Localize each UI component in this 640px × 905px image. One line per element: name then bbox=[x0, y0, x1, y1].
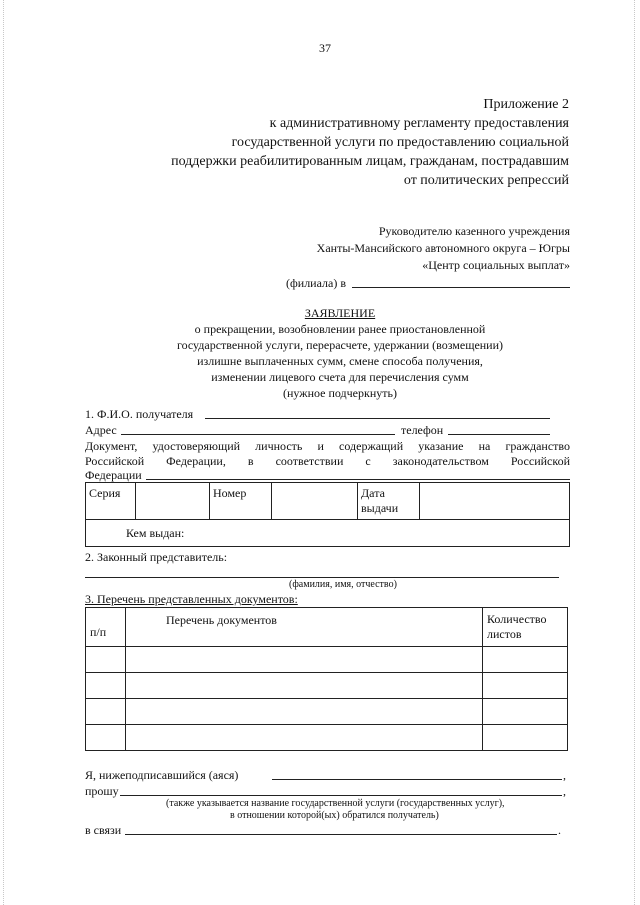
statement-line: о прекращении, возобновлении ранее приостановленной bbox=[194, 322, 486, 336]
col-number-header: п/п bbox=[86, 608, 126, 647]
series-field[interactable] bbox=[136, 483, 210, 520]
appendix-title: Приложение 2 bbox=[483, 97, 569, 112]
row-sheets-cell[interactable] bbox=[483, 647, 568, 673]
issue-date-label-line: выдачи bbox=[361, 501, 399, 515]
id-document-table bbox=[85, 482, 570, 547]
due-to-dot: . bbox=[558, 823, 561, 837]
document-text-line: Российской Федерации, в соответствии с законодательством Российской bbox=[85, 454, 570, 468]
fio-field[interactable] bbox=[205, 418, 550, 419]
addressee-line: Ханты-Мансийского автономного округа – Югры bbox=[316, 241, 570, 255]
row-sheets-cell[interactable] bbox=[483, 725, 568, 751]
table-row bbox=[86, 673, 568, 699]
statement-line: излишне выплаченных сумм, смене способа получения, bbox=[197, 354, 483, 368]
address-label: Адрес bbox=[85, 423, 117, 437]
number-field[interactable] bbox=[272, 483, 358, 520]
series-label: Серия bbox=[86, 483, 136, 520]
undersigned-label: Я, нижеподписавшийся (аяся) bbox=[85, 768, 239, 782]
appendix-block bbox=[171, 95, 569, 190]
table-row bbox=[86, 699, 568, 725]
row-document-cell[interactable] bbox=[126, 725, 483, 751]
phone-label: телефон bbox=[401, 423, 444, 437]
request-field[interactable] bbox=[120, 795, 562, 796]
statement-title: ЗАЯВЛЕНИЕ bbox=[304, 306, 376, 320]
representative-field[interactable] bbox=[85, 577, 559, 578]
appendix-line: к административному регламенту предоставления bbox=[269, 116, 569, 131]
addressee-line: Руководителю казенного учреждения bbox=[378, 224, 570, 238]
scan-edge-right bbox=[634, 0, 635, 905]
branch-field[interactable] bbox=[352, 287, 570, 288]
address-field[interactable] bbox=[121, 434, 395, 435]
page-number: 37 bbox=[319, 41, 331, 55]
representative-label: 2. Законный представитель: bbox=[85, 550, 228, 564]
appendix-line: государственной услуги по предоставлению социальной bbox=[231, 135, 569, 150]
addressee-block bbox=[317, 223, 570, 274]
statement-line: государственной услуги, перерасчете, удержании (возмещении) bbox=[176, 338, 504, 352]
col-sheets-header-line: Количество bbox=[487, 612, 547, 626]
table-row bbox=[86, 647, 568, 673]
appendix-line: от политических репрессий bbox=[403, 173, 569, 188]
statement-block bbox=[140, 305, 540, 401]
branch-label: (филиала) в bbox=[286, 276, 347, 290]
row-number-cell[interactable] bbox=[86, 699, 126, 725]
document-field[interactable] bbox=[146, 479, 570, 480]
issue-date-label-line: Дата bbox=[361, 486, 385, 500]
appendix-line: поддержки реабилитированным лицам, гражданам, пострадавшим bbox=[171, 154, 569, 169]
issued-by-label: Кем выдан: bbox=[126, 526, 185, 540]
statement-line: (нужное подчеркнуть) bbox=[283, 386, 397, 400]
issued-by-cell[interactable] bbox=[86, 520, 570, 547]
number-label: Номер bbox=[210, 483, 272, 520]
row-sheets-cell[interactable] bbox=[483, 673, 568, 699]
document-text-line: Документ, удостоверяющий личность и содержащий указание на гражданство bbox=[85, 439, 570, 453]
request-label: прошу bbox=[85, 784, 119, 798]
due-to-label: в связи bbox=[85, 823, 122, 837]
col-documents-header: Перечень документов bbox=[126, 608, 483, 647]
row-document-cell[interactable] bbox=[126, 647, 483, 673]
issue-date-field[interactable] bbox=[420, 483, 570, 520]
request-caption-line: (также указывается название государственной услуги (государственных услуг), bbox=[166, 798, 505, 809]
row-sheets-cell[interactable] bbox=[483, 699, 568, 725]
addressee-line: «Центр социальных выплат» bbox=[422, 258, 570, 272]
undersigned-field[interactable] bbox=[272, 779, 562, 780]
phone-field[interactable] bbox=[448, 434, 550, 435]
request-comma: , bbox=[563, 784, 566, 798]
row-number-cell[interactable] bbox=[86, 647, 126, 673]
issue-date-label bbox=[358, 483, 420, 520]
row-document-cell[interactable] bbox=[126, 673, 483, 699]
document-text-line: Федерации bbox=[85, 468, 142, 482]
due-to-field[interactable] bbox=[125, 834, 557, 835]
documents-table bbox=[85, 607, 568, 751]
statement-line: изменении лицевого счета для перечисления сумм bbox=[211, 370, 469, 384]
documents-list-label: 3. Перечень представленных документов: bbox=[85, 592, 298, 606]
row-number-cell[interactable] bbox=[86, 673, 126, 699]
undersigned-comma: , bbox=[563, 768, 566, 782]
representative-caption: (фамилия, имя, отчество) bbox=[289, 579, 397, 590]
request-caption-line: в отношении которой(ых) обратился получатель) bbox=[230, 810, 439, 821]
row-document-cell[interactable] bbox=[126, 699, 483, 725]
col-sheets-header bbox=[483, 608, 568, 647]
row-number-cell[interactable] bbox=[86, 725, 126, 751]
table-row bbox=[86, 725, 568, 751]
scan-edge-left bbox=[3, 0, 4, 905]
col-sheets-header-line: листов bbox=[487, 627, 522, 641]
fio-label: 1. Ф.И.О. получателя bbox=[85, 407, 194, 421]
